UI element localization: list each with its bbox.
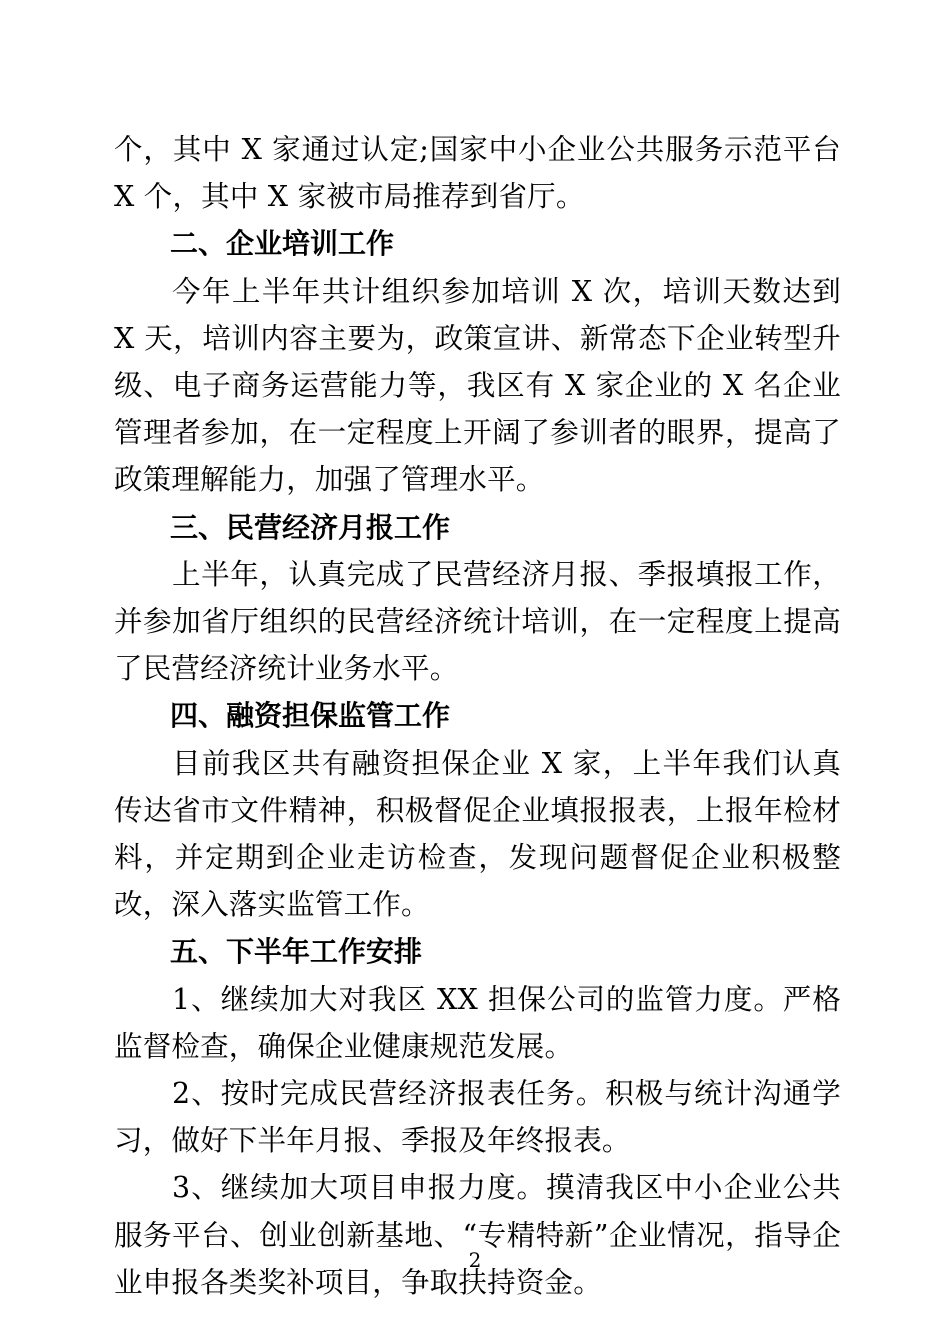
list-item-three: 3、继续加大项目申报力度。摸清我区中小企业公共服务平台、创业创新基地、“专精特新”企业情况，指导企业申报各类奖补项目，争取扶持资金。 — [114, 1171, 841, 1299]
list-item-two: 2、按时完成民营经济报表任务。积极与统计沟通学习，做好下半年月报、季报及年终报表。 — [114, 1077, 841, 1158]
heading-section-four: 四、融资担保监管工作 — [170, 699, 451, 733]
paragraph-section-three-body: 上半年，认真完成了民营经济月报、季报填报工作，并参加省厅组织的民营经济统计培训，在一定程度上提高了民营经济统计业务水平。 — [114, 557, 841, 686]
page-number: 2 — [468, 1248, 482, 1272]
heading-section-three: 三、民营经济月报工作 — [170, 510, 451, 544]
paragraph-section-two-body: 今年上半年共计组织参加培训 X 次，培训天数达到 X 天，培训内容主要为，政策宣讲、新常态下企业转型升级、电子商务运营能力等，我区有 X 家企业的 X 名企业管理者参加，在一定程度上开阔了参训者的眼界，提高了政策理解能力，加强了管理水平。 — [114, 274, 841, 497]
document-body — [114, 126, 841, 1306]
paragraph-section-one-continuation: 个，其中 X 家通过认定;国家中小企业公共服务示范平台 X 个，其中 X 家被市局推荐到省厅。 — [114, 133, 841, 214]
list-item-one: 1、继续加大对我区 XX 担保公司的监管力度。严格监督检查，确保企业健康规范发展。 — [114, 982, 841, 1063]
heading-section-two: 二、企业培训工作 — [170, 227, 395, 261]
paragraph-section-four-body: 目前我区共有融资担保企业 X 家，上半年我们认真传达省市文件精神，积极督促企业填报报表，上报年检材料，并定期到企业走访检查，发现问题督促企业积极整改，深入落实监管工作。 — [114, 746, 841, 922]
heading-section-five: 五、下半年工作安排 — [170, 935, 423, 969]
